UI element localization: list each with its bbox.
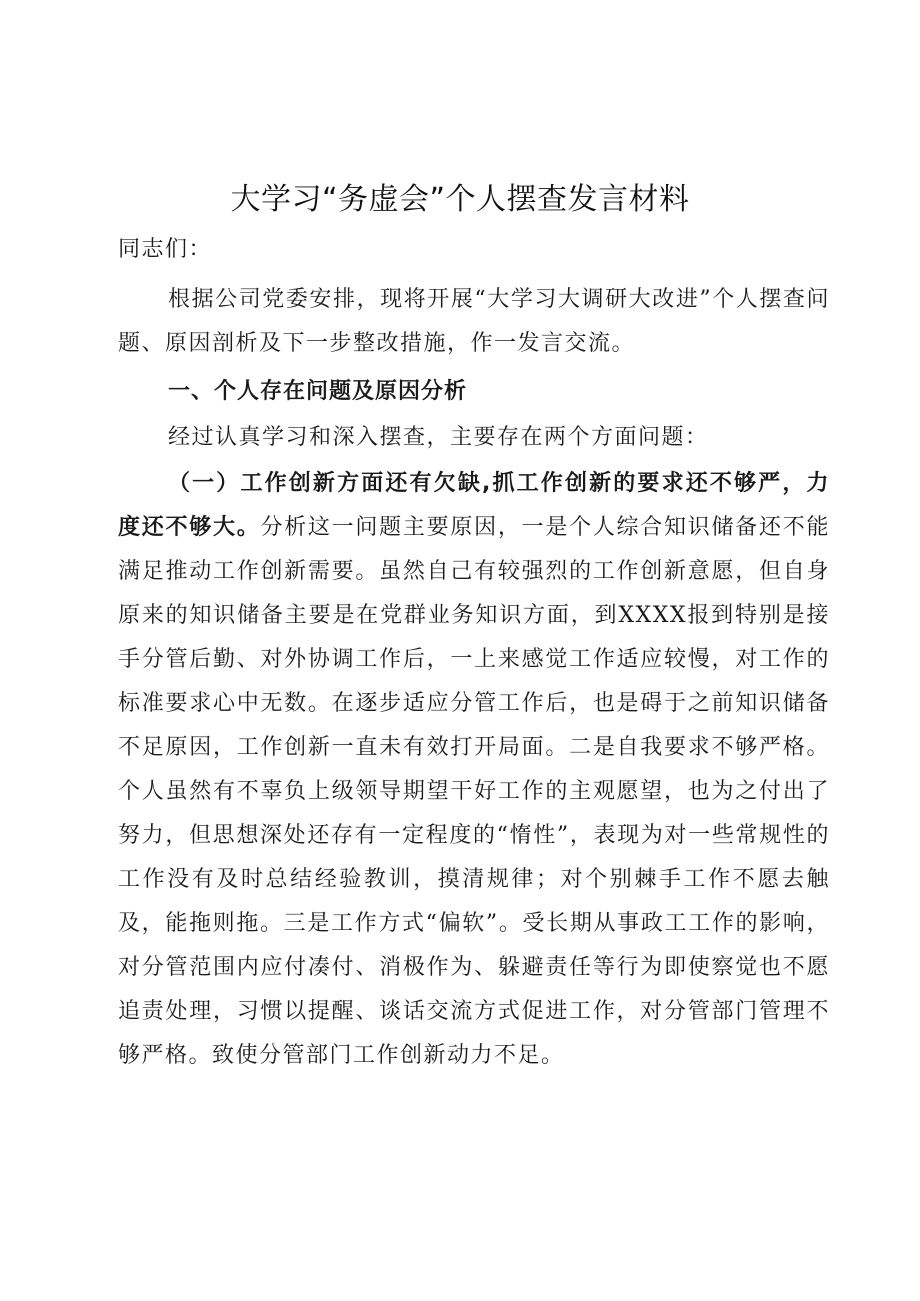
section-intro-paragraph: 经过认真学习和深入摆查，主要存在两个方面问题： — [168, 425, 709, 450]
issue-1-body: 分析这一问题主要原因，一是个人综合知识储备还不能满足推动工作创新需要。虽然自己有较强烈的工作创新意愿，但自身原来的知识储备主要是在党群业务知识方面，到XXXX报到特别是接手分管后勤、对外协调工作后，一上来感觉工作适应较慢，对工作的标准要求心中无数。在逐步适应分管工作后，也是碍于之前知识储备不足原因，工作创新一直未有效打开局面。二是自我要求不够严格。个人虽然有不辜负上级领导期望干好工作的主观愿望，也为之付出了努力，但思想深处还存有一定程度的“惰性”，表现为对一些常规性的工作没有及时总结经验教训，摸清规律；对个别棘手工作不愿去触及，能拖则拖。三是工作方式“偏软”。受长期从事政工工作的影响，对分管范围内应付凑付、消极作为、躲避责任等行为即使察觉也不愿追责处理，习惯以提醒、谈话交流方式促进工作，对分管部门管理不够严格。致使分管部门工作创新动力不足。 — [118, 515, 830, 1068]
issue-1-paragraph — [118, 462, 830, 1078]
document-body — [118, 228, 830, 1078]
intro-paragraph: 根据公司党委安排，现将开展“大学习大调研大改进”个人摆查问题、原因剖析及下一步整改措施，作一发言交流。 — [118, 287, 830, 356]
issue-1-heading: （一）工作创新方面还有欠缺,抓工作创新的要求还不够严，力度还不够大。 — [118, 471, 830, 540]
salutation: 同志们： — [118, 237, 213, 262]
section-heading-1: 一、个人存在问题及原因分析 — [168, 379, 468, 404]
document-title: 大学习“务虚会”个人摆查发言材料 — [230, 182, 690, 217]
